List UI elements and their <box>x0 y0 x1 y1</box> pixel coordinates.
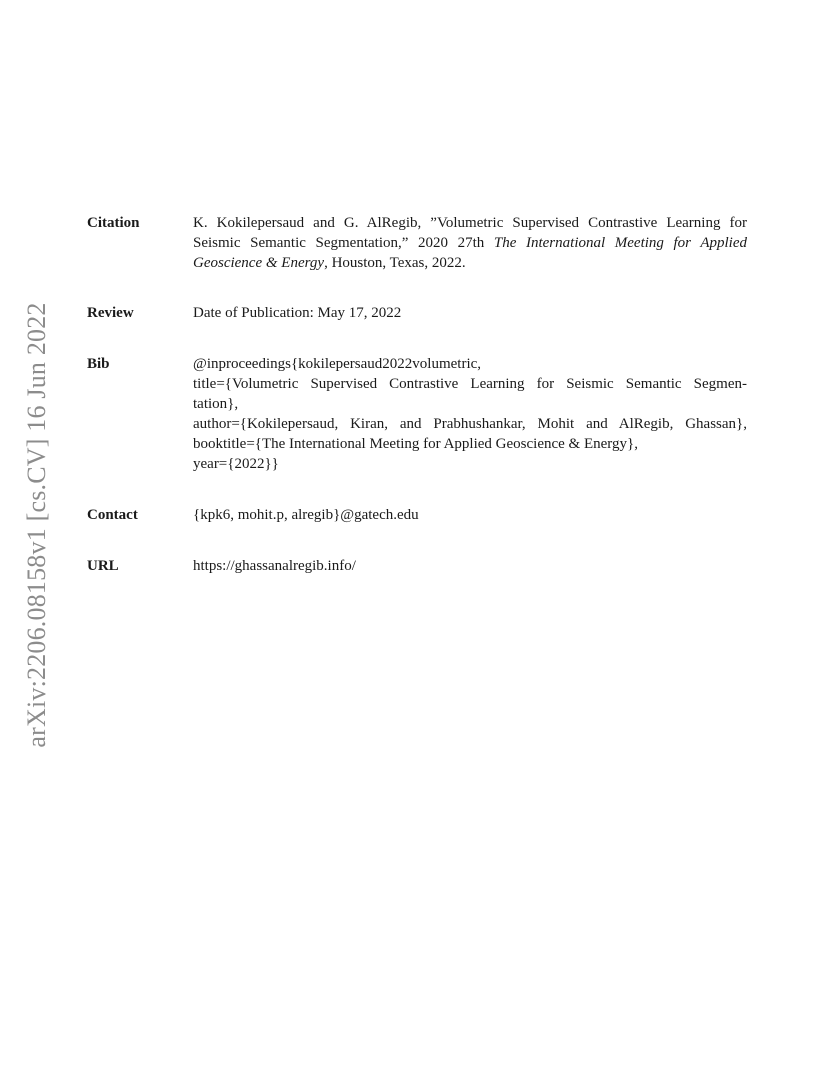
review-label: Review <box>87 305 134 321</box>
contact-label: Contact <box>87 507 138 523</box>
bib-line: title={Volumetric Supervised Contrastive Learning for Seismic Semantic Segmen- <box>193 376 747 392</box>
bib-label: Bib <box>87 356 110 372</box>
citation-line-3 <box>193 253 747 273</box>
citation-location: , Houston, Texas, 2022. <box>324 255 466 271</box>
bib-line: author={Kokilepersaud, Kiran, and Prabhushankar, Mohit and AlRegib, Ghassan}, <box>193 416 747 432</box>
arxiv-identifier: arXiv:2206.08158v1 [cs.CV] 16 Jun 2022 <box>22 302 51 748</box>
citation-label: Citation <box>87 215 140 231</box>
contact-row <box>87 505 747 525</box>
citation-line-1: K. Kokilepersaud and G. AlRegib, ”Volumetric Supervised Contrastive Learning for <box>193 215 747 231</box>
review-row <box>87 303 747 323</box>
bib-line: booktitle={The International Meeting for Applied Geoscience & Energy}, <box>193 436 638 452</box>
url-row <box>87 556 747 576</box>
bib-line: tation}, <box>193 396 239 412</box>
publication-metadata <box>87 213 747 576</box>
url-link[interactable]: https://ghassanalregib.info/ <box>193 558 356 574</box>
bibtex-entry <box>193 354 747 474</box>
citation-venue-part-2: Geoscience & Energy <box>193 255 325 271</box>
citation-venue-part-1: The International Meeting for Applied <box>493 235 747 251</box>
contact-emails: {kpk6, mohit.p, alregib}@gatech.edu <box>193 507 419 523</box>
citation-line-2-text: Seismic Semantic Segmentation,” 2020 27th <box>193 235 494 251</box>
url-label: URL <box>87 558 119 574</box>
citation-row <box>87 213 747 273</box>
arxiv-stamp <box>0 0 60 1072</box>
bib-line: @inproceedings{kokilepersaud2022volumetric, <box>193 356 482 372</box>
citation-text <box>193 213 747 273</box>
publication-date: Date of Publication: May 17, 2022 <box>193 305 402 321</box>
bib-row <box>87 354 747 474</box>
bib-line: year={2022}} <box>193 456 279 472</box>
citation-line-2 <box>193 233 747 253</box>
